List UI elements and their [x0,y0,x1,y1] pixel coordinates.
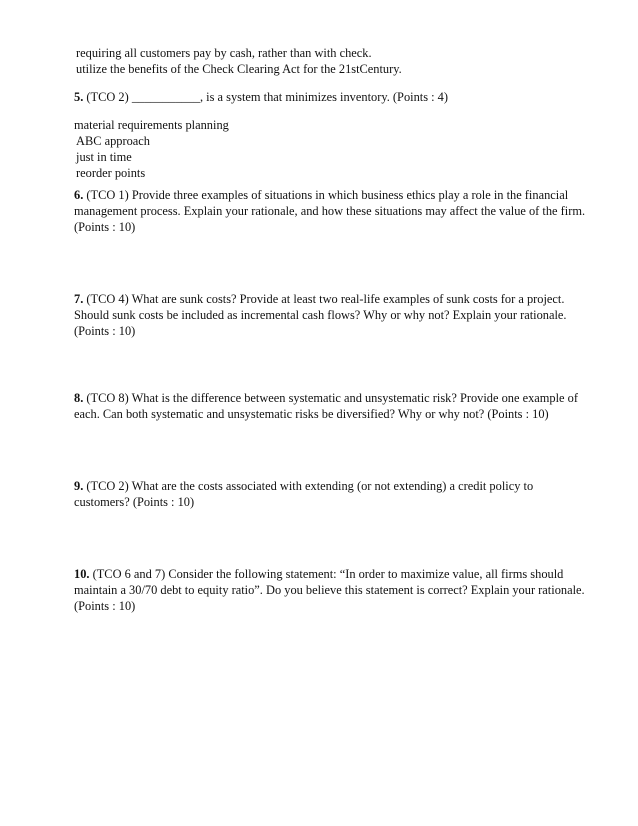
question-5-prompt [74,89,448,105]
previous-question-options [74,45,402,77]
question-line: (Points : 10) [74,220,136,234]
option-text: material requirements planning [74,118,229,132]
question-number: 5. [74,90,84,104]
question-text: (TCO 4) What are sunk costs? Provide at least two real-life examples of sunk costs for a project. [86,292,565,306]
question-text: (TCO 2) What are the costs associated with extending (or not extending) a credit policy to [86,479,534,493]
question-number: 7. [74,292,84,306]
question-line: (Points : 10) [74,324,136,338]
question-line [74,291,567,307]
question-9 [74,478,533,510]
option-text: just in time [76,150,132,164]
question-line [74,390,578,406]
question-line [74,566,585,582]
question-6 [74,187,585,235]
question-number: 8. [74,391,84,405]
question-line: each. Can both systematic and unsystematic risks be diversified? Why or why not? (Points : 10) [74,407,549,421]
question-text: (TCO 2) ___________, is a system that minimizes inventory. (Points : 4) [86,90,448,104]
option-text: reorder points [76,166,146,180]
option-text: requiring all customers pay by cash, rather than with check. [76,46,372,60]
question-5 [74,89,448,105]
question-line: customers? (Points : 10) [74,495,195,509]
option-text: utilize the benefits of the Check Clearing Act for the 21stCentury. [76,62,402,76]
question-text: (TCO 1) Provide three examples of situations in which business ethics play a role in the financial [86,188,569,202]
question-line: Should sunk costs be included as incremental cash flows? Why or why not? Explain your rationale. [74,308,567,322]
question-number: 9. [74,479,84,493]
question-5-options [74,117,229,181]
question-number: 6. [74,188,84,202]
question-line [74,478,533,494]
question-text: (TCO 8) What is the difference between systematic and unsystematic risk? Provide one example of [86,391,578,405]
question-8 [74,390,578,422]
question-7 [74,291,567,339]
option-text: ABC approach [76,134,150,148]
question-number: 10. [74,567,90,581]
question-line: management process. Explain your rationale, and how these situations may affect the value of the firm. [74,204,586,218]
question-text: (TCO 6 and 7) Consider the following statement: “In order to maximize value, all firms should [92,567,564,581]
question-line [74,187,585,203]
question-10 [74,566,585,614]
question-line: (Points : 10) [74,599,136,613]
question-line: maintain a 30/70 debt to equity ratio”. Do you believe this statement is correct? Explain your rationale. [74,583,585,597]
